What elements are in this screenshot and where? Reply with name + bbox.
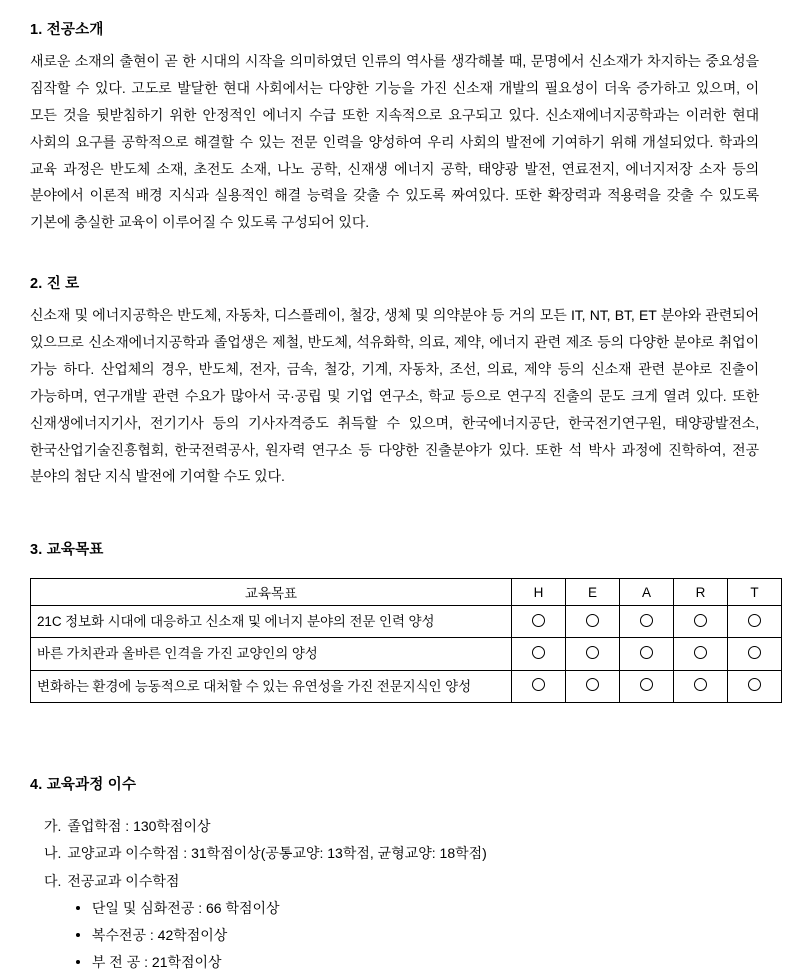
list-item-label: 복수전공 : 42학점이상 xyxy=(91,927,228,944)
goal-mark-r xyxy=(674,638,728,670)
section-2-body: 신소재 및 에너지공학은 반도체, 자동차, 디스플레이, 철강, 생체 및 의약분야 등 거의 모든 IT, NT, BT, ET 분야와 관련되어 있으므로 신소재에너지공학과 졸업생은 제철, 반도체, 석유화학, 의료, 제약, 에너지 관련 제조 등의 다양한 분야로 취업이 가능 하다. 산업체의 경우, 반도체, 전자, 금속, 철강, 기계, 자동차, 조선, 의료, 제약 등의 신소재 관련 분야로 진출이 가능하며, 연구개발 관련 수요가 많아서 국·공립 및 기업 연구소, 학교 등으로 연구직 진출의 문도 크게 열려 있다. 또한 신재생에너지기사, 전기기사 등의 기사자격증도 취득할 수 있으며, 한국에너지공단, 한국전기연구원, 태양광발전소, 한국산업기술진흥협회, 한국전력공사, 원자력 연구소 등 다양한 진출분야가 있다. 또한 석 박사 과정에 진학하여, 전공 분야의 첨단 지식 발전에 기여할 수도 있다. xyxy=(30,307,759,485)
circle-icon xyxy=(748,646,761,659)
section-career-path xyxy=(30,272,759,490)
column-header-r: R xyxy=(674,579,728,606)
goal-mark-a xyxy=(620,670,674,702)
table-row xyxy=(31,670,782,702)
list-item-label: 부 전 공 : 21학점이상 xyxy=(91,954,222,971)
section-education-goals xyxy=(30,538,759,703)
circle-icon xyxy=(586,678,599,691)
column-header-e: E xyxy=(566,579,620,606)
circle-icon xyxy=(532,614,545,627)
list-item-label: 전공교과 이수학점 xyxy=(67,872,180,889)
table-body xyxy=(31,606,782,703)
list-item-marker: 가. xyxy=(44,817,62,834)
goal-mark-h xyxy=(512,638,566,670)
goal-text: 21C 정보화 시대에 대응하고 신소재 및 에너지 분야의 전문 인력 양성 xyxy=(31,606,512,638)
spacer xyxy=(30,751,759,773)
list-item-label: 졸업학점 : 130학점이상 xyxy=(67,817,211,834)
education-goal-table xyxy=(30,578,782,703)
bullet-dot-icon xyxy=(76,933,80,937)
list-item-label: 단일 및 심화전공 : 66 학점이상 xyxy=(91,899,280,916)
bullet-dot-icon xyxy=(76,960,80,964)
section-1-body: 새로운 소재의 출현이 곧 한 시대의 시작을 의미하였던 인류의 역사를 생각해볼 때, 문명에서 신소재가 차지하는 중요성을 짐작할 수 있다. 고도로 발달한 현대 사회에서는 다양한 기능을 가진 신소재 개발의 필요성이 더욱 증가하고 있으며, 이 모든 것을 뒷받침하기 위한 안정적인 에너지 수급 또한 지속적으로 요구되고 있다. 신소재에너지공학과는 이러한 현대 사회의 요구를 공학적으로 해결할 수 있는 전문 인력을 양성하여 우리 사회의 발전에 기여하기 위해 개설되었다. 학과의 교육 과정은 반도체 소재, 초전도 소재, 나노 공학, 신재생 에너지 공학, 태양광 발전, 연료전지, 에너지저장 소자 등의 분야에서 이론적 배경 지식과 실용적인 해결 능력을 갖출 수 있도록 짜여있다. 또한 확장력과 적용력을 갖출 수 있도록 기본에 충실한 교육이 이루어질 수 있도록 구성되어 있다. xyxy=(30,53,759,231)
circle-icon xyxy=(640,614,653,627)
circle-icon xyxy=(694,614,707,627)
spacer xyxy=(30,803,759,813)
goal-text: 변화하는 환경에 능동적으로 대처할 수 있는 유연성을 가진 전문지식인 양성 xyxy=(31,670,512,702)
section-3-heading: 3. 교육목표 xyxy=(30,542,104,559)
circle-icon xyxy=(640,678,653,691)
goal-mark-e xyxy=(566,638,620,670)
list-item xyxy=(30,895,759,922)
list-item xyxy=(30,949,759,976)
table-row xyxy=(31,606,782,638)
list-item-marker: 나. xyxy=(44,845,62,862)
table-row xyxy=(31,638,782,670)
goal-mark-e xyxy=(566,606,620,638)
section-major-introduction xyxy=(30,18,759,236)
goal-mark-a xyxy=(620,606,674,638)
goal-mark-r xyxy=(674,606,728,638)
circle-icon xyxy=(586,646,599,659)
goal-mark-t xyxy=(728,606,782,638)
spacer xyxy=(30,717,759,751)
goal-mark-t xyxy=(728,638,782,670)
section-4-heading: 4. 교육과정 이수 xyxy=(30,776,137,793)
list-item xyxy=(30,840,759,867)
column-header-h: H xyxy=(512,579,566,606)
curriculum-list xyxy=(30,813,759,977)
circle-icon xyxy=(748,678,761,691)
column-header-t: T xyxy=(728,579,782,606)
spacer xyxy=(30,250,759,272)
spacer xyxy=(30,504,759,538)
circle-icon xyxy=(532,646,545,659)
column-header-goal: 교육목표 xyxy=(31,579,512,606)
circle-icon xyxy=(586,614,599,627)
column-header-a: A xyxy=(620,579,674,606)
goal-mark-e xyxy=(566,670,620,702)
circle-icon xyxy=(694,678,707,691)
goal-text: 바른 가치관과 올바른 인격을 가진 교양인의 양성 xyxy=(31,638,512,670)
goal-mark-t xyxy=(728,670,782,702)
list-item xyxy=(30,813,759,840)
table-header xyxy=(31,579,782,606)
list-item xyxy=(30,868,759,895)
goal-mark-h xyxy=(512,606,566,638)
section-curriculum-completion xyxy=(30,773,759,977)
section-2-heading: 2. 진 로 xyxy=(30,276,80,293)
table-header-row xyxy=(31,579,782,606)
goal-mark-a xyxy=(620,638,674,670)
section-1-heading: 1. 전공소개 xyxy=(30,22,104,38)
list-item-label: 교양교과 이수학점 : 31학점이상(공통교양: 13학점, 균형교양: 18학점) xyxy=(67,845,487,862)
circle-icon xyxy=(640,646,653,659)
goal-mark-h xyxy=(512,670,566,702)
bullet-dot-icon xyxy=(76,906,80,910)
circle-icon xyxy=(694,646,707,659)
goal-mark-r xyxy=(674,670,728,702)
circle-icon xyxy=(748,614,761,627)
circle-icon xyxy=(532,678,545,691)
list-item xyxy=(30,922,759,949)
spacer xyxy=(30,568,759,578)
list-item-marker: 다. xyxy=(44,872,62,889)
